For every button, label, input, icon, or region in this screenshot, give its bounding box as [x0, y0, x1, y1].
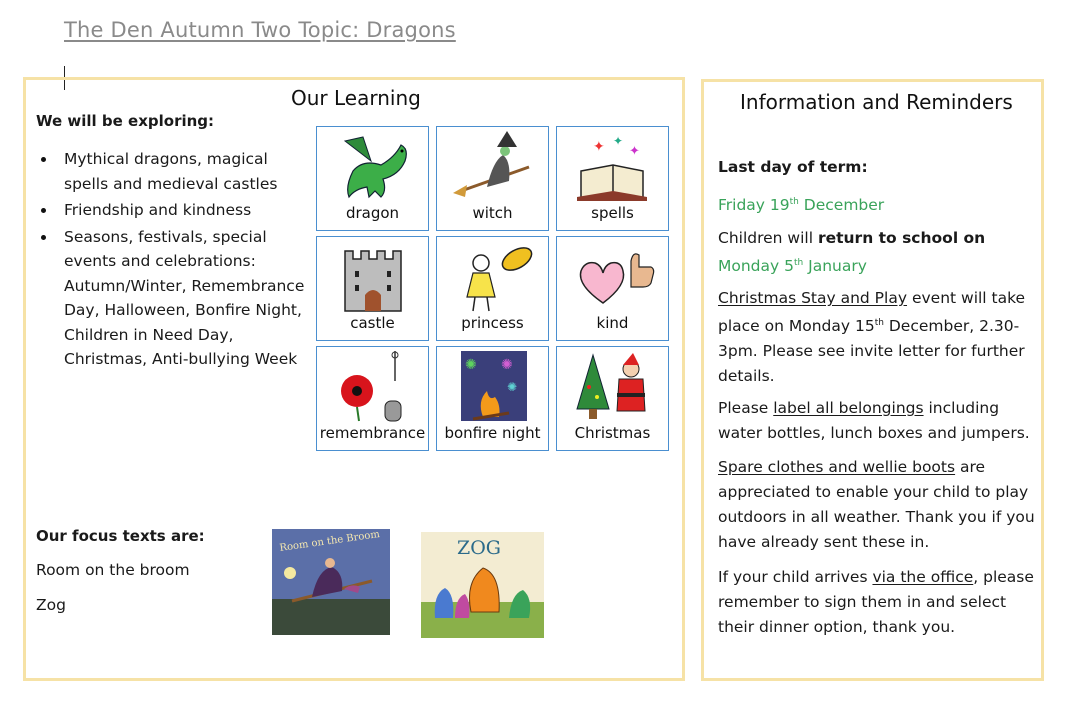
book-cover-zog [421, 532, 544, 638]
symbol-label: princess [461, 314, 524, 332]
date-part: December [798, 196, 885, 214]
topic-item: Friendship and kindness [36, 198, 306, 223]
note-bold: return to school on [817, 229, 986, 247]
date-sup: th [789, 197, 799, 207]
label-belongings-note [718, 396, 1040, 446]
our-learning-panel [23, 77, 685, 681]
symbol-card-christmas [556, 346, 669, 451]
symbol-card-spells [556, 126, 669, 231]
date-sup: th [874, 318, 884, 328]
symbol-card-castle [316, 236, 429, 341]
return-to-school-note [718, 226, 1040, 279]
castle-icon [323, 241, 422, 313]
spare-clothes-note [718, 455, 1040, 555]
stay-and-play-event: Christmas Stay and Play [718, 289, 908, 307]
spell-book-icon [563, 131, 662, 203]
poppy-icon [323, 351, 422, 423]
symbol-label: castle [350, 314, 395, 332]
symbol-label: spells [591, 204, 634, 222]
book-cover-zog-image [421, 532, 544, 638]
symbol-card-witch [436, 126, 549, 231]
witch-icon [443, 131, 542, 203]
focus-texts-label: Our focus texts are: [36, 527, 205, 545]
svg-text:✦: ✦ [613, 134, 624, 148]
our-learning-heading: Our Learning [291, 86, 421, 110]
note-text: Please [718, 399, 774, 417]
label-belongings: label all belongings [773, 399, 924, 417]
symbol-label: witch [472, 204, 513, 222]
topic-list [36, 147, 306, 374]
note-text: are appreciated to enable your child to play outdoors in all weather. Thank you if you have already sent these in. [718, 458, 1035, 551]
heart-thumbs-up-icon [563, 241, 662, 313]
book-cover-room-on-the-broom-image [272, 529, 390, 635]
note-text: event will take place on Monday 15 [718, 289, 1026, 335]
return-date-sup: th [793, 258, 804, 268]
information-panel [701, 79, 1044, 681]
symbol-label: Christmas [574, 424, 651, 442]
symbol-label: kind [596, 314, 629, 332]
note-text: If your child arrives [718, 568, 873, 586]
book-cover-title: Room on the Broom [278, 529, 381, 554]
christmas-icon [563, 351, 662, 423]
dragon-icon [323, 131, 422, 203]
symbol-card-remembrance [316, 346, 429, 451]
via-the-office: via the office [872, 568, 974, 586]
note-text: Children will [718, 229, 818, 247]
last-day-label: Last day of term: [718, 158, 868, 176]
exploring-label: We will be exploring: [36, 112, 215, 130]
bonfire-icon [443, 351, 542, 423]
note-text: , please remember to sign them in and select their dinner option, thank you. [718, 568, 1034, 636]
svg-text:✦: ✦ [629, 144, 640, 159]
symbol-card-bonfire-night [436, 346, 549, 451]
page-title: The Den Autumn Two Topic: Dragons [64, 18, 456, 42]
symbol-label: remembrance [319, 424, 426, 442]
princess-icon [443, 241, 542, 313]
svg-text:✦: ✦ [593, 139, 605, 155]
note-text: December, 2.30-3pm. Please see invite letter for further details. [718, 317, 1025, 385]
focus-text-item: Zog [36, 596, 66, 614]
return-date: January [803, 257, 867, 275]
stay-and-play-note [718, 286, 1040, 389]
last-day-date [718, 190, 1040, 218]
symbol-label: dragon [345, 204, 400, 222]
focus-text-item: Room on the broom [36, 561, 190, 579]
symbol-card-kind [556, 236, 669, 341]
return-date: Monday 5 [718, 257, 794, 275]
svg-text:✺: ✺ [501, 357, 513, 373]
svg-text:✺: ✺ [465, 357, 477, 373]
date-part: Friday 19 [718, 196, 790, 214]
topic-item: Seasons, festivals, special events and celebrations: Autumn/Winter, Remembrance Day, Halloween, Bonfire Night, Children in Need Day, Christmas, Anti-bullying Week [36, 225, 306, 372]
symbol-card-princess [436, 236, 549, 341]
symbol-label: bonfire night [444, 424, 541, 442]
book-cover-title: ZOG [457, 537, 501, 559]
topic-item: Mythical dragons, magical spells and medieval castles [36, 147, 306, 196]
book-cover-room-on-the-broom [272, 529, 390, 635]
note-text: including water bottles, lunch boxes and jumpers. [718, 399, 1030, 442]
office-arrival-note [718, 565, 1040, 640]
information-heading: Information and Reminders [740, 90, 1013, 114]
symbol-card-dragon [316, 126, 429, 231]
spare-clothes: Spare clothes and wellie boots [718, 458, 956, 476]
svg-text:✺: ✺ [507, 380, 518, 394]
